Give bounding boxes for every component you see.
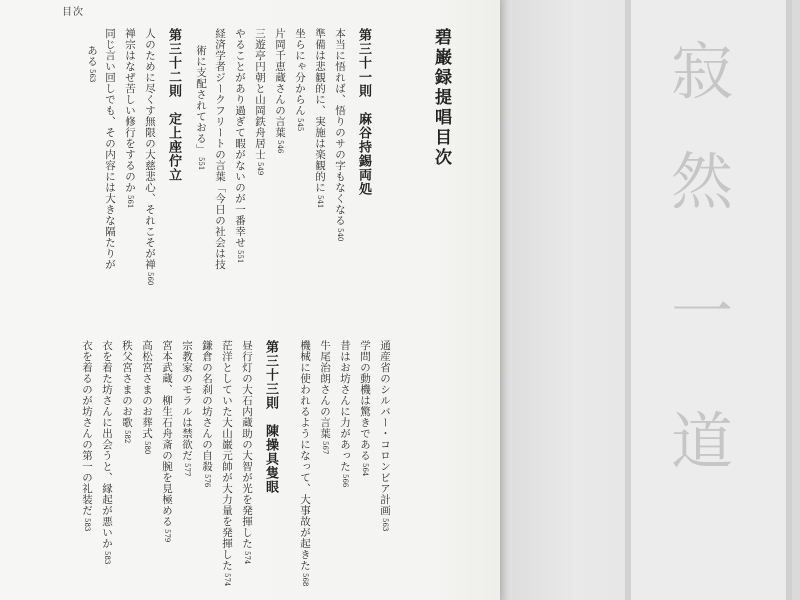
page-number: 549 bbox=[256, 162, 264, 176]
page-number: 580 bbox=[143, 441, 151, 455]
entry-text: 宗教家のモラルは禁欲だ bbox=[181, 340, 193, 461]
toc-entry bbox=[97, 340, 115, 564]
toc-entry bbox=[120, 28, 138, 208]
entry-text: 経済学者ジークフリートの言葉「今日の社会は技 bbox=[214, 28, 226, 270]
calligraphy-glyph: 然 bbox=[670, 145, 733, 218]
toc-entry bbox=[295, 340, 313, 586]
toc-entry bbox=[191, 45, 209, 170]
entry-text: 秩父宮さまのお歌 bbox=[121, 340, 133, 428]
page-number: 563 bbox=[381, 518, 389, 532]
entry-text: 学問の動機は驚きである bbox=[359, 340, 371, 461]
toc-entry bbox=[237, 340, 255, 564]
page-number: 583 bbox=[103, 551, 111, 565]
toc-entry bbox=[157, 340, 175, 542]
toc-entry bbox=[210, 28, 228, 270]
chapter-heading bbox=[165, 28, 183, 182]
entry-text: 本当に悟れば、悟りのサの字もなくなる bbox=[334, 28, 346, 226]
toc-entry bbox=[375, 340, 393, 531]
entry-text: 宮本武蔵、柳生石舟斎の腕を見極める bbox=[161, 340, 173, 527]
entry-text: やることがあり過ぎて暇がないのが一番幸せ bbox=[234, 28, 246, 248]
page-number: 551 bbox=[197, 157, 205, 171]
toc-entry bbox=[197, 340, 215, 487]
calligraphy-glyph: 道 bbox=[670, 405, 733, 478]
entry-text: 牛尾治朗さんの言葉 bbox=[319, 340, 331, 439]
entry-text: 通産省のシルバー・コロンビア計画 bbox=[379, 340, 391, 516]
toc-entry bbox=[250, 28, 268, 175]
entry-text: 同じ言い回しでも、その内容には大きな隔たりが bbox=[104, 28, 116, 270]
toc-entry bbox=[177, 340, 195, 476]
calligraphy-glyph: 寂 bbox=[670, 35, 733, 108]
entry-text: 機械に使われるようになって、大事故が起きた bbox=[299, 340, 311, 571]
page-number: 583 bbox=[83, 518, 91, 532]
entry-text: 三遊亭円朝と山岡鉄舟居士 bbox=[254, 28, 266, 160]
toc-entry bbox=[290, 28, 308, 131]
entry-text: ある bbox=[86, 45, 98, 67]
page-number: 582 bbox=[123, 430, 131, 444]
toc-entry bbox=[355, 340, 373, 476]
toc-entry bbox=[137, 340, 155, 454]
page-number: 560 bbox=[146, 272, 154, 286]
entry-text: 茫洋としていた大山巌元帥が大力量を発揮した bbox=[221, 340, 233, 571]
toc-entry bbox=[330, 28, 348, 241]
entry-text: 片岡千恵蔵さんの言葉 bbox=[274, 28, 286, 138]
entry-text: 第三十一則 麻谷持錫両処 bbox=[356, 28, 371, 196]
page-number: 568 bbox=[301, 573, 309, 587]
entry-text: 鎌倉の名刹の坊さんの自殺 bbox=[201, 340, 213, 472]
page-number: 579 bbox=[163, 529, 171, 543]
page-number: 540 bbox=[336, 228, 344, 242]
calligraphy-glyph: 一 bbox=[670, 275, 733, 348]
toc-entry bbox=[117, 340, 135, 443]
toc-entry bbox=[335, 340, 353, 487]
page-number: 577 bbox=[183, 463, 191, 477]
toc-entry bbox=[217, 340, 235, 586]
page-number: 561 bbox=[126, 195, 134, 209]
background-scroll bbox=[500, 0, 800, 600]
entry-text: 禅宗はなぜ苦しい修行をするのか bbox=[124, 28, 136, 193]
page-number: 551 bbox=[236, 250, 244, 264]
page-number: 574 bbox=[223, 573, 231, 587]
entry-text: 人のために尽くす無限の大慈悲心、それこそが禅 bbox=[144, 28, 156, 270]
page-number: 563 bbox=[88, 69, 96, 83]
toc-entry bbox=[140, 28, 158, 285]
page-number: 541 bbox=[316, 195, 324, 209]
page-number: 574 bbox=[243, 551, 251, 565]
page-number: 546 bbox=[276, 140, 284, 154]
toc-entry bbox=[82, 45, 100, 82]
entry-text: 術に支配されておる」 bbox=[195, 45, 207, 155]
page-number: 566 bbox=[341, 474, 349, 488]
toc-entry bbox=[315, 340, 333, 454]
page-number: 545 bbox=[296, 118, 304, 132]
entry-text: 昼行灯の大石内蔵助の大智が光を発揮した bbox=[241, 340, 253, 549]
chapter-heading bbox=[262, 340, 280, 494]
toc-entry bbox=[77, 340, 95, 531]
page-number: 576 bbox=[203, 474, 211, 488]
toc-entry bbox=[230, 28, 248, 263]
toc-title: 碧巌録提唱目次 bbox=[431, 28, 451, 168]
entry-text: 衣を着た坊さんに出会うと、縁起が悪いか bbox=[101, 340, 113, 549]
entry-text: 第三十二則 定上座佇立 bbox=[166, 28, 181, 182]
chapter-heading bbox=[355, 28, 373, 196]
page-number: 567 bbox=[321, 441, 329, 455]
entry-text: 第三十三則 陳操具隻眼 bbox=[263, 340, 278, 494]
page-number: 564 bbox=[361, 463, 369, 477]
entry-text: 昔はお坊さんに力があった bbox=[339, 340, 351, 472]
entry-text: 準備は悲観的に、実施は楽観的に bbox=[314, 28, 326, 193]
entry-text: 衣を着るのが坊さんの第一の礼装だ bbox=[81, 340, 93, 516]
toc-entry bbox=[310, 28, 328, 208]
book-edge bbox=[500, 0, 512, 600]
entry-text: 坐らにゃ分からん bbox=[294, 28, 306, 116]
toc-entry bbox=[100, 28, 118, 270]
page-header: 目次 bbox=[62, 7, 84, 18]
entry-text: 高松宮さまのお葬式 bbox=[141, 340, 153, 439]
toc-entry bbox=[270, 28, 288, 153]
